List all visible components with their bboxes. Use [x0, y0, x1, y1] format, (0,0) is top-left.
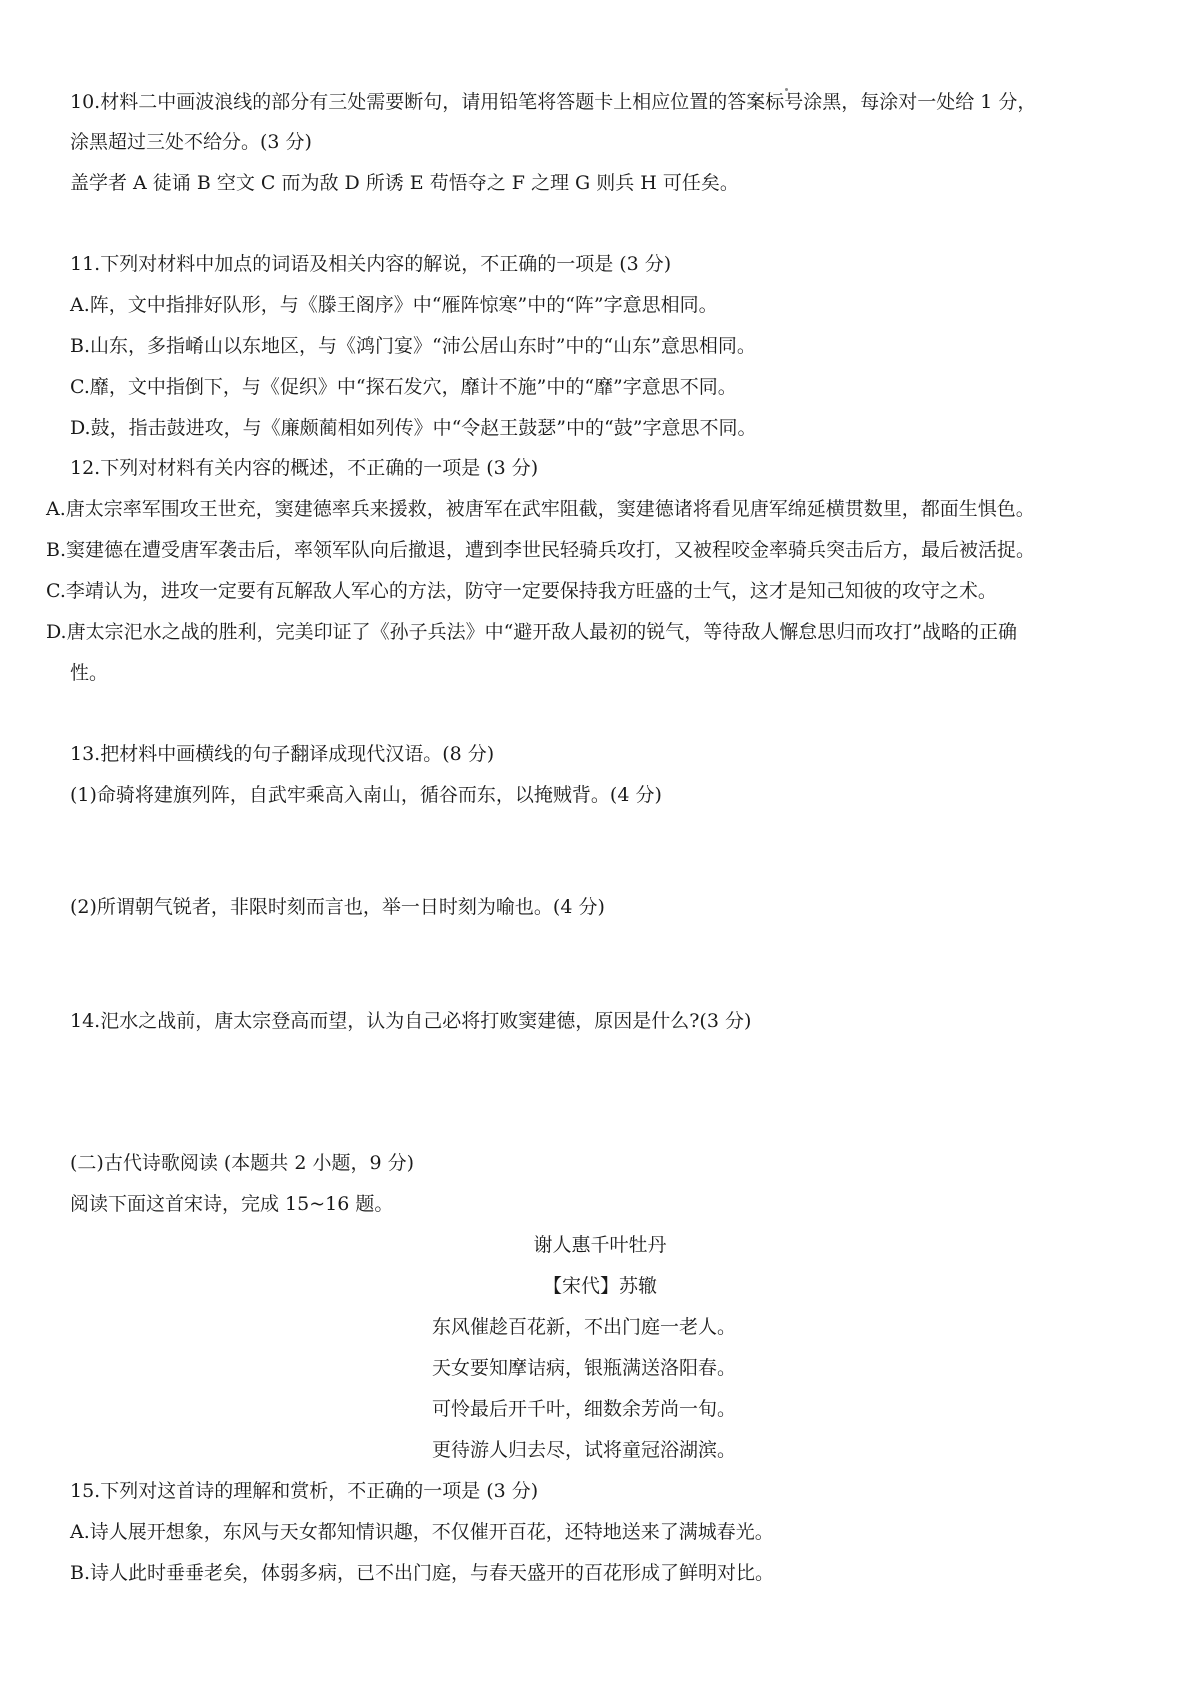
- poem-line-3: 可怜最后开千叶，细数余芳尚一旬。: [432, 1398, 737, 1420]
- q15-option-a: A.诗人展开想象，东风与天女都知情识趣，不仅催开百花，还特地送来了满城春光。: [70, 1521, 774, 1543]
- poem-author: 【宋代】苏辙: [542, 1275, 657, 1297]
- poem-title: 谢人惠千叶牡丹: [533, 1234, 667, 1256]
- q12-option-d-cont: 性。: [70, 662, 109, 684]
- poem-line-1: 东风催趁百花新，不出门庭一老人。: [432, 1316, 737, 1338]
- q15-stem: 15.下列对这首诗的理解和赏析，不正确的一项是 (3 分): [70, 1480, 539, 1502]
- q10-passage: 盖学者 A 徒诵 B 空文 C 而为敌 D 所诱 E 苟悟夺之 F 之理 G 则兵 H 可任矣。: [70, 172, 739, 194]
- q12-stem: 12.下列对材料有关内容的概述，不正确的一项是 (3 分): [70, 457, 539, 479]
- poem-line-4: 更待游人归去尽，试将童冠浴湖滨。: [432, 1439, 737, 1461]
- q11-stem: 11.下列对材料中加点的词语及相关内容的解说，不正确的一项是 (3 分): [70, 253, 672, 275]
- q14-stem: 14.汜水之战前，唐太宗登高而望，认为自己必将打败窦建德，原因是什么?(3 分): [70, 1010, 752, 1032]
- q12-option-d: D.唐太宗汜水之战的胜利，完美印证了《孙子兵法》中“避开敌人最初的锐气，等待敌人懈怠思归而攻打”战略的正确: [46, 621, 1018, 643]
- q15-option-b: B.诗人此时垂垂老矣，体弱多病，已不出门庭，与春天盛开的百花形成了鲜明对比。: [70, 1562, 775, 1584]
- q10-stem-line1: 10.材料二中画波浪线的部分有三处需要断句，请用铅笔将答题卡上相应位置的答案标号涂黑，每涂对一处给 1 分，: [70, 91, 1037, 113]
- poem-line-2: 天女要知摩诘病，银瓶满送洛阳春。: [432, 1357, 737, 1379]
- q12-option-b: B.窦建德在遭受唐军袭击后，率领军队向后撤退，遭到李世民轻骑兵攻打，又被程咬金率骑兵突击后方，最后被活捉。: [46, 539, 1036, 561]
- q11-option-d: D.鼓，指击鼓进攻，与《廉颇蔺相如列传》中“令赵王鼓瑟”中的“鼓”字意思不同。: [70, 417, 757, 439]
- q12-option-c: C.李靖认为，进攻一定要有瓦解敌人军心的方法，防守一定要保持我方旺盛的士气，这才是知己知彼的攻守之术。: [46, 580, 997, 602]
- q11-option-a: A.阵，文中指排好队形，与《滕王阁序》中“雁阵惊寒”中的“阵”字意思相同。: [70, 294, 718, 316]
- q11-option-c: C.靡，文中指倒下，与《促织》中“探石发穴，靡计不施”中的“靡”字意思不同。: [70, 376, 737, 398]
- q12-option-a: A.唐太宗率军围攻王世充，窦建德率兵来援救，被唐军在武牢阻截，窦建德诸将看见唐军绵延横贯数里，都面生惧色。: [46, 498, 1035, 520]
- q13-sub2: (2)所谓朝气锐者，非限时刻而言也，举一日时刻为喻也。(4 分): [70, 896, 605, 918]
- section2-instruction: 阅读下面这首宋诗，完成 15~16 题。: [70, 1193, 394, 1215]
- q13-sub1: (1)命骑将建旗列阵，自武牢乘高入南山，循谷而东，以掩贼背。(4 分): [70, 784, 662, 806]
- q13-stem: 13.把材料中画横线的句子翻译成现代汉语。(8 分): [70, 743, 495, 765]
- section2-heading: (二)古代诗歌阅读 (本题共 2 小题，9 分): [70, 1152, 414, 1174]
- q10-stem-line2: 涂黑超过三处不给分。(3 分): [70, 131, 312, 153]
- q11-option-b: B.山东，多指崤山以东地区，与《鸿门宴》“沛公居山东时”中的“山东”意思相同。: [70, 335, 756, 357]
